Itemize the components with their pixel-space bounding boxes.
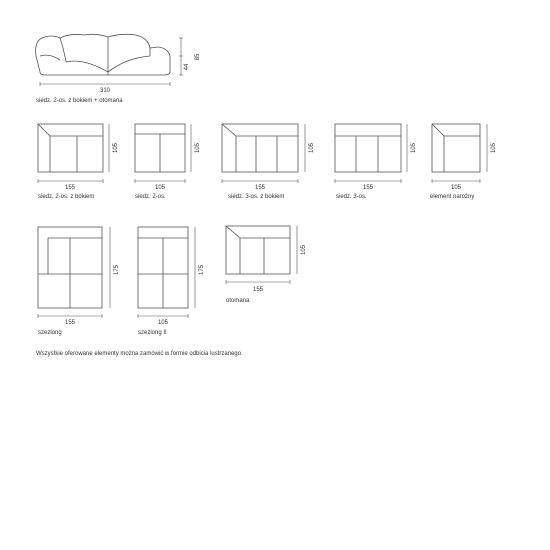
module-width-dim: 155 xyxy=(254,185,266,191)
module-width-dim: 105 xyxy=(154,185,166,191)
module-chaise xyxy=(38,227,120,336)
module-width-dim: 105 xyxy=(450,185,462,191)
module-width-dim: 155 xyxy=(64,185,76,191)
module-depth-dim: 105 xyxy=(309,142,315,154)
module-3os xyxy=(335,124,417,200)
module-corner xyxy=(430,124,497,200)
sofa-front-view xyxy=(36,34,201,104)
module-label: siedz. 2-os. z bokiem xyxy=(38,194,95,200)
module-width-dim: 105 xyxy=(157,320,169,326)
module-ottoman xyxy=(226,226,307,304)
sofa-label: siedz. 2-os. z bokiem + otomana xyxy=(36,98,123,104)
module-chaise-2 xyxy=(138,227,205,336)
module-label: szezlong xyxy=(38,330,62,336)
module-depth-dim: 105 xyxy=(195,142,201,154)
module-width-dim: 155 xyxy=(64,320,76,326)
sofa-width-dim: 310 xyxy=(99,88,111,94)
module-depth-dim: 175 xyxy=(114,264,120,276)
module-depth-dim: 105 xyxy=(491,142,497,154)
module-depth-dim: 105 xyxy=(113,142,119,154)
module-depth-dim: 105 xyxy=(301,244,307,256)
module-depth-dim: 105 xyxy=(411,142,417,154)
sofa-height-dim: 85 xyxy=(195,53,201,61)
module-label: siedz. 2-os. xyxy=(135,194,166,200)
module-width-dim: 155 xyxy=(362,185,374,191)
module-label: element narożny xyxy=(430,194,475,200)
mirror-footnote: Wszystkie oferowane elementy można zamówić w formie odbicia lustrzanego. xyxy=(36,351,243,357)
module-width-dim: 155 xyxy=(252,287,264,293)
module-depth-dim: 175 xyxy=(199,264,205,276)
sofa-seat-height-dim: 44 xyxy=(184,63,190,71)
module-label: siedz. 3-os. z bokiem xyxy=(228,194,285,200)
module-label: szezlong II xyxy=(138,330,167,336)
module-label: siedz. 3-os. xyxy=(336,194,367,200)
sofa-cushion-lines xyxy=(40,37,150,75)
module-label: otomana xyxy=(226,298,250,304)
module-2os xyxy=(135,124,201,200)
module-2os-with-arm xyxy=(38,124,119,200)
module-3os-with-arm xyxy=(222,124,315,200)
